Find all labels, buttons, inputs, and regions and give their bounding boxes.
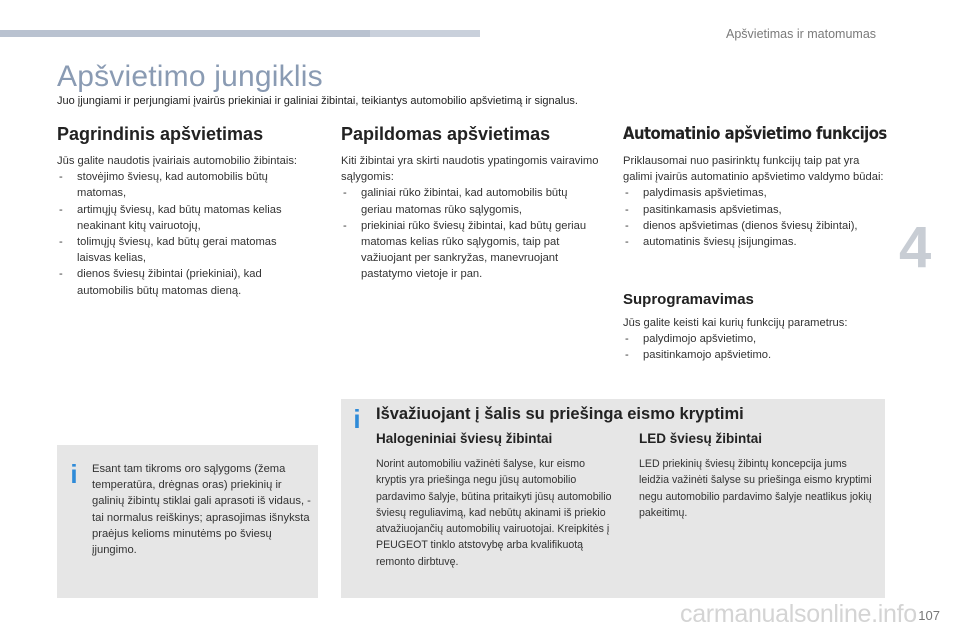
section-title: Apšvietimas ir matomumas [726, 27, 877, 41]
chapter-number: 4 [899, 215, 932, 280]
list-item: - dienos šviesų žibintai (priekiniai), kad automobilis būtų matomas dieną. [57, 266, 307, 298]
list-item: - pasitinkamasis apšvietimas, [623, 202, 889, 218]
halogen-title: Halogeniniai šviesų žibintai [376, 431, 553, 446]
led-title: LED šviesų žibintai [639, 431, 763, 446]
list-item: - pasitinkamojo apšvietimo. [623, 347, 889, 363]
list-item: - stovėjimo šviesų, kad automobilis būtų matomas, [57, 169, 307, 201]
list-item: - dienos apšvietimas (dienos šviesų žibintai), [623, 218, 889, 234]
programming-list [623, 331, 889, 363]
note-box [57, 445, 318, 598]
info-icon: i [353, 404, 361, 434]
col1-intro: Jūs galite naudotis įvairiais automobilio žibintais: [57, 155, 298, 167]
col3-list [623, 185, 889, 250]
list-item: - palydimojo apšvietimo, [623, 331, 889, 347]
info-icon: i [70, 459, 78, 489]
programming-body [623, 315, 889, 364]
foreign-driving-title: Išvažiuojant į šalis su priešinga eismo kryptimi [376, 405, 744, 423]
led-text: LED priekinių šviesų žibintų koncepcija jums leidžia važinėti šalyse su priešinga eismo kryptimi negu automobilio pardavimo šalyje neatlikus jokių pakeitimų. [639, 458, 872, 519]
col2-title: Papildomas apšvietimas [341, 124, 551, 144]
col3-intro: Priklausomai nuo pasirinktų funkcijų taip pat yra galimi įvairūs automatinio apšvietimo valdymo būdai: [623, 155, 884, 184]
list-item: - priekiniai rūko šviesų žibintai, kad būtų geriau matomas kelias rūko sąlygomis, taip pat važiuojant per sankryžas, manevruojant pastatymo vietoje ir pan. [341, 218, 599, 283]
note-text: Esant tam tikroms oro sąlygoms (žema temperatūra, drėgnas oras) priekinių ir galinių žibintų stiklai gali aprasoti iš vidaus, - tai normalus reiškinys; aprasojimas išnyksta praėjus kelioms minutėms po šviesų įjungimo. [92, 463, 311, 557]
programming-intro: Jūs galite keisti kai kurių funkcijų parametrus: [623, 317, 848, 329]
page-title: Apšvietimo jungiklis [57, 60, 323, 93]
col2-intro: Kiti žibintai yra skirti naudotis ypatingomis vairavimo sąlygomis: [341, 155, 599, 184]
col1-title: Pagrindinis apšvietimas [57, 124, 264, 144]
col2-body [341, 153, 599, 283]
page-subtitle: Juo įjungiami ir perjungiami įvairūs priekiniai ir galiniai žibintai, teikiantys automobilio apšvietimą ir signalus. [57, 95, 578, 107]
programming-title: Suprogramavimas [623, 291, 754, 308]
col3-body [623, 153, 889, 250]
list-item: - artimųjų šviesų, kad būtų matomas kelias neakinant kitų vairuotojų, [57, 202, 307, 234]
header-bar [0, 30, 480, 37]
list-item: - automatinis šviesų įsijungimas. [623, 234, 889, 250]
col1-list [57, 169, 307, 299]
list-item: - galiniai rūko žibintai, kad automobilis būtų geriau matomas rūko sąlygomis, [341, 185, 599, 217]
list-item: - palydimasis apšvietimas, [623, 185, 889, 201]
col2-list [341, 185, 599, 282]
list-item: - tolimųjų šviesų, kad būtų gerai matomas laisvas kelias, [57, 234, 307, 266]
page-number: 107 [918, 608, 940, 623]
watermark: carmanualsonline.info [680, 600, 917, 628]
col3-title: Automatinio apšvietimo funkcijos [623, 124, 887, 143]
foreign-driving-box [341, 399, 885, 598]
col1-body [57, 153, 307, 299]
halogen-text: Norint automobiliu važinėti šalyse, kur eismo kryptis yra priešinga negu jūsų automobilio pardavimo šalyje, būtina pritaikyti jūsų automobilio šviesų reguliavimą, kad nebūtų akinami iš priekio atvažiuojančių automobilių vairuotojai. Kreipkitės į PEUGEOT tinklo atstovybę arba kvalifikuotą remonto dirbtuvę. [376, 458, 612, 568]
